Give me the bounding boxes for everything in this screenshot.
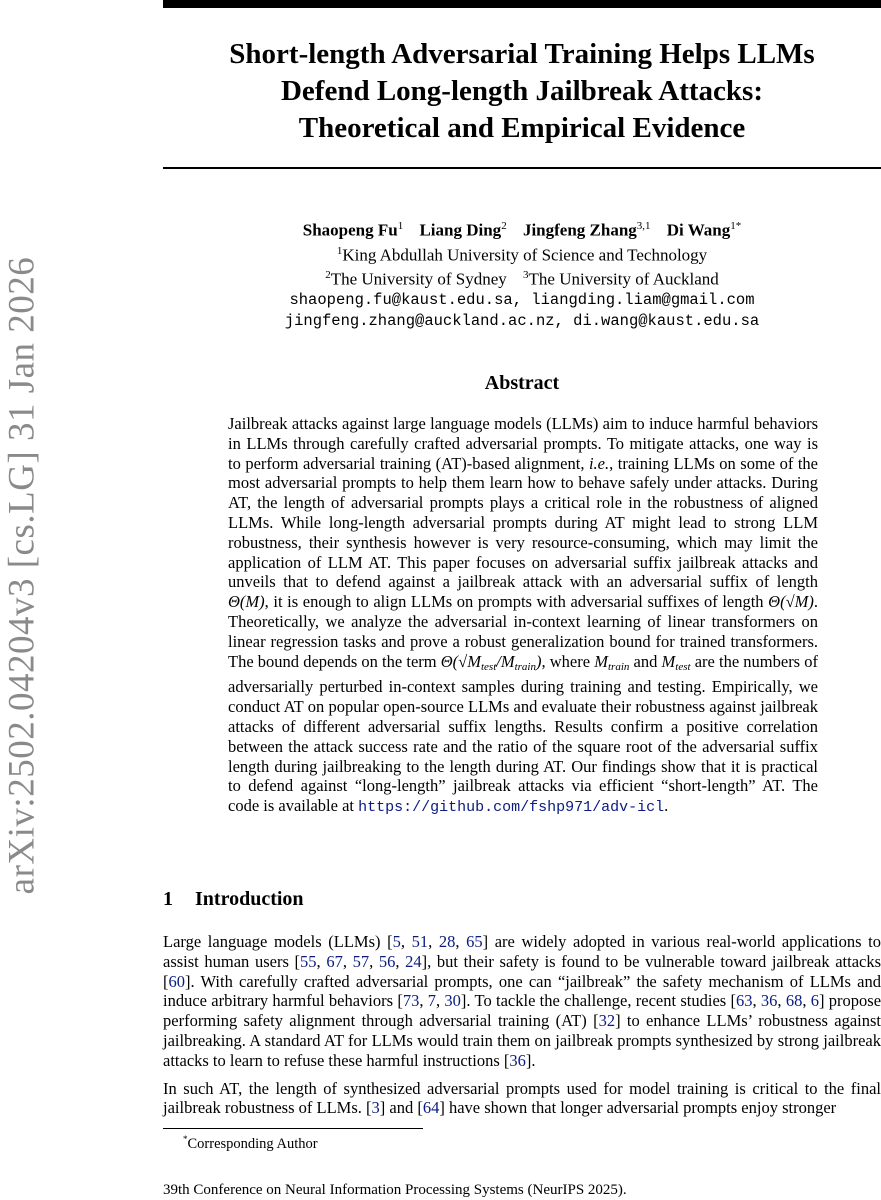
math-expression: $M_{train}$ xyxy=(594,651,630,673)
arxiv-side-stamp xyxy=(1,256,43,894)
citation-link[interactable]: 65 xyxy=(466,932,483,951)
text-segment: , xyxy=(342,951,353,971)
text-segment: , xyxy=(455,932,467,951)
citation-link[interactable]: 73 xyxy=(402,991,420,1011)
citation-link[interactable]: 56 xyxy=(378,951,396,971)
section-number: 1 xyxy=(163,888,173,910)
arxiv-identifier: arXiv:2502.04204v3 [cs.LG] 31 Jan 2026 xyxy=(1,256,43,894)
author-name: Shaopeng Fu xyxy=(302,220,398,240)
author-name: Jingfeng Zhang xyxy=(522,220,637,240)
text-segment: ] have shown that longer adversarial prompts enjoy stronger xyxy=(439,1098,837,1118)
citation-link[interactable]: 28 xyxy=(438,932,456,951)
citation-link[interactable]: 60 xyxy=(168,971,185,991)
math-expression: Θ(√M) xyxy=(768,592,814,612)
text-segment: , xyxy=(752,991,761,1011)
author-emails: shaopeng.fu@kaust.edu.sa, liangding.liam@gmail.com xyxy=(289,290,755,309)
text-segment: , xyxy=(777,991,786,1011)
text-segment: , xyxy=(436,991,445,1011)
abstract-segment: and xyxy=(629,651,662,671)
affiliation-mark: 3 xyxy=(523,269,529,282)
paragraph xyxy=(163,1079,881,1119)
text-segment: ], but their safety is found to be vulnerable toward jailbreak attacks [ xyxy=(163,951,881,991)
author-affiliation-mark: 3,1 xyxy=(636,220,651,232)
abstract-segment: , where xyxy=(541,651,595,671)
text-segment: , xyxy=(395,951,406,971)
citation-link[interactable]: 67 xyxy=(326,951,343,971)
affiliation: The University of Auckland xyxy=(528,269,719,289)
citation-link[interactable]: 51 xyxy=(411,932,429,951)
citation-link[interactable]: 57 xyxy=(352,951,370,971)
abstract-segment: , training LLMs on some of the most adversarial prompts to help them learn how to behave safely under attacks. During AT, the length of adversarial prompts plays a critical role in the robustness of aligned LLMs. While long-length adversarial prompts during AT might lead to strong LLM robustness, their synthesis however is very resource-consuming, which may limit the application of LLM AT. This paper focuses on adversarial suffix jailbreak attacks and unveils that to defend against a jailbreak attack with an adversarial suffix of length xyxy=(228,453,818,592)
title-line: Short-length Adversarial Training Helps LLMs xyxy=(229,38,815,70)
abstract-text xyxy=(228,414,818,818)
citation-link[interactable]: 63 xyxy=(735,991,753,1011)
citation-link[interactable]: 6 xyxy=(810,991,819,1011)
citation-link[interactable]: 36 xyxy=(760,991,778,1011)
text-segment: ] to enhance LLMs’ robustness against jailbreaking. A standard AT for LLMs would train them on jailbreak prompts synthesized by strong jailbreak attacks to learn to refuse these harmful instructions [ xyxy=(163,1011,881,1070)
abstract-segment: , it is enough to align LLMs on prompts with adversarial suffixes of length xyxy=(264,592,769,612)
citation-link[interactable]: 32 xyxy=(598,1011,616,1031)
math-expression: Θ(M) xyxy=(228,592,265,612)
title-rule xyxy=(163,167,881,169)
code-link[interactable]: https://github.com/fshp971/adv-icl xyxy=(358,799,665,817)
text-segment: , xyxy=(400,932,412,951)
author-name: Liang Ding xyxy=(419,220,502,240)
abstract-segment: . xyxy=(664,796,669,816)
section-heading-introduction xyxy=(163,888,304,911)
text-segment: ]. xyxy=(525,1050,536,1070)
text-segment: , xyxy=(802,991,811,1011)
affiliation: The University of Sydney xyxy=(330,269,507,289)
text-segment: ] and [ xyxy=(379,1098,423,1118)
abstract-segment: . Theoretically, we analyze the adversarial in-context learning of linear transformers on linear regression tasks and prove a robust generalization bound for trained transformers. The bound depends on the term xyxy=(228,592,818,671)
text-segment: ]. With carefully crafted adversarial prompts, one can “jailbreak” the safety mechanism of LLMs and induce arbitrary harmful behaviors [ xyxy=(163,971,881,1011)
citation-link[interactable]: 36 xyxy=(509,1050,526,1070)
citation-link[interactable]: 55 xyxy=(300,951,317,971)
citation-link[interactable]: 7 xyxy=(427,991,436,1011)
citation-link[interactable]: 30 xyxy=(444,991,461,1011)
text-segment: , xyxy=(316,951,327,971)
conference-note: 39th Conference on Neural Information Processing Systems (NeurIPS 2025). xyxy=(163,1182,627,1198)
title-line: Defend Long-length Jailbreak Attacks: xyxy=(280,75,763,107)
text-segment: ] are widely adopted in various real-world applications to assist human users [ xyxy=(163,932,881,971)
affiliation-mark: 1 xyxy=(336,244,343,257)
math-expression: $\Theta(√M_{test}/M_{train})$ xyxy=(440,651,542,673)
author-emails: jingfeng.zhang@auckland.ac.nz, di.wang@kaust.edu.sa xyxy=(284,311,760,330)
footnote-rule xyxy=(163,1128,423,1129)
abstract-heading: Abstract xyxy=(484,372,560,394)
citation-link[interactable]: 5 xyxy=(392,932,401,951)
section-title: Introduction xyxy=(195,888,304,910)
text-segment: Large language models (LLMs) [ xyxy=(163,932,393,951)
introduction-text xyxy=(163,932,881,1126)
author-affiliation-mark: 2 xyxy=(501,220,507,232)
affiliation-mark: 2 xyxy=(325,269,331,282)
abstract-segment: Jailbreak attacks against large language models (LLMs) aim to induce harmful behaviors in LLMs through carefully crafted adversarial prompts. To mitigate attacks, one way is to perform adversarial training (AT)-based alignment, xyxy=(228,414,818,473)
affiliation-line xyxy=(163,265,881,290)
text-segment: ]. To tackle the challenge, recent studies [ xyxy=(460,991,736,1011)
top-rule xyxy=(163,0,881,8)
citation-link[interactable]: 24 xyxy=(405,951,422,971)
author-affiliation-mark: 1 xyxy=(397,220,404,232)
footnote-mark: * xyxy=(183,1134,188,1144)
text-segment: ] propose performing safety alignment through adversarial training (AT) [ xyxy=(163,991,881,1031)
author-affiliation-mark: 1* xyxy=(730,220,742,232)
text-segment: , xyxy=(419,991,428,1011)
footnote xyxy=(183,1134,318,1153)
abstract-segment: i.e. xyxy=(588,453,610,473)
author-block xyxy=(163,216,881,332)
affiliation-line xyxy=(163,241,881,266)
author-name: Di Wang xyxy=(666,220,731,240)
footnote-text: Corresponding Author xyxy=(187,1135,318,1152)
math-expression: $M_{test}$ xyxy=(661,651,691,673)
citation-link[interactable]: 64 xyxy=(422,1098,440,1118)
affiliation: King Abdullah University of Science and Technology xyxy=(342,245,708,265)
citation-link[interactable]: 68 xyxy=(785,991,803,1011)
paragraph xyxy=(163,932,881,1071)
paper-title xyxy=(163,36,881,147)
author-names xyxy=(163,216,881,241)
text-segment: , xyxy=(369,951,379,971)
abstract-segment: are the numbers of adversarially perturbed in-context samples during training and testing. Empirically, we conduct AT on popular open-source LLMs and evaluate their robustness against jailbreak attacks of different adversarial suffix lengths. Results confirm a positive correlation between the attack success rate and the ratio of the square root of the adversarial suffix length during jailbreaking to the length during AT. Our findings show that it is practical to defend against “long-length” jailbreak attacks via efficient “short-length” AT. The code is available at xyxy=(228,651,818,816)
text-segment: , xyxy=(428,932,439,951)
citation-link[interactable]: 3 xyxy=(371,1098,380,1118)
title-line: Theoretical and Empirical Evidence xyxy=(298,112,746,144)
text-segment: In such AT, the length of synthesized adversarial prompts used for model training is critical to the final jailbreak robustness of LLMs. [ xyxy=(163,1078,881,1118)
